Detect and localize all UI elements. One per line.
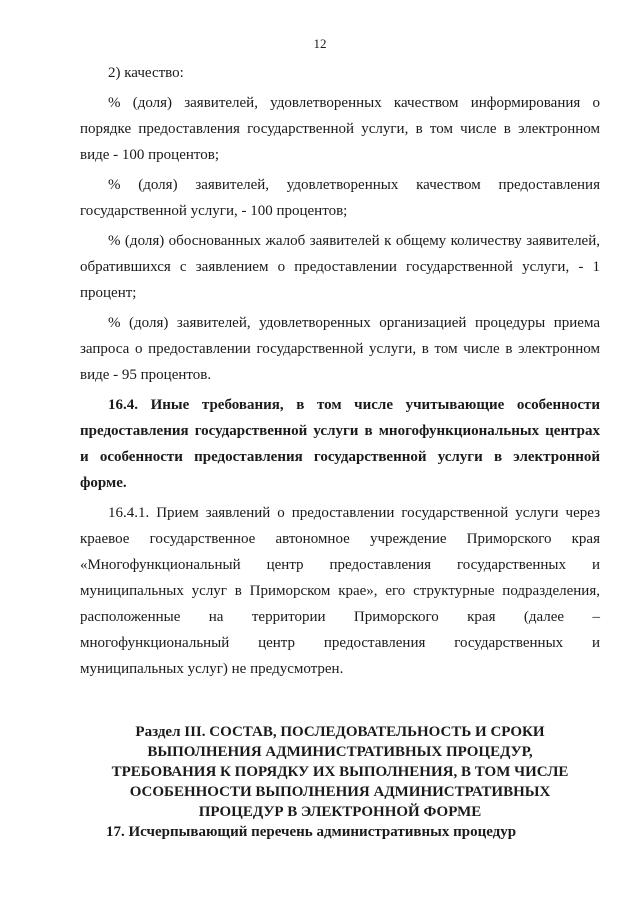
subheading: 17. Исчерпывающий перечень административных процедур xyxy=(106,824,517,840)
paragraph-other-requirements: 16.4. Иные требования, в том числе учитывающие особенности предоставления государственной услуги в многофункциональных центрах и особенности предоставления государственной услуги в электронной форме. xyxy=(80,397,600,491)
paragraph-request-reception: % (доля) заявителей, удовлетворенных организацией процедуры приема запроса о предоставлении государственной услуги, в том числе в электронном виде - 95 процентов. xyxy=(80,315,600,383)
document-body xyxy=(80,60,600,682)
paragraph-complaints: % (доля) обоснованных жалоб заявителей к общему количеству заявителей, обратившихся с заявлением о предоставлении государственной услуги, - 1 процент; xyxy=(80,233,600,301)
paragraph-informing-quality: % (доля) заявителей, удовлетворенных качеством информирования о порядке предоставления государственной услуги, в том числе в электронном виде - 100 процентов; xyxy=(80,95,600,163)
paragraph-quality-heading: 2) качество: xyxy=(108,65,184,81)
page-number: 12 xyxy=(313,36,327,51)
paragraph-mfc-reception: 16.4.1. Прием заявлений о предоставлении государственной услуги через краевое государственное автономное учреждение Приморского края «Многофункциональный центр предоставления государственных и муниципальных услуг в Приморском крае», его структурные подразделения, расположенные на территории Приморского края (далее – многофункциональный центр предоставления государственных и муниципальных услуг) не предусмотрен. xyxy=(80,505,600,677)
section-heading: Раздел III. СОСТАВ, ПОСЛЕДОВАТЕЛЬНОСТЬ И СРОКИ ВЫПОЛНЕНИЯ АДМИНИСТРАТИВНЫХ ПРОЦЕДУР, ТРЕБОВАНИЯ К ПОРЯДКУ ИХ ВЫПОЛНЕНИЯ, В ТОМ ЧИСЛЕ ОСОБЕННОСТИ ВЫПОЛНЕНИЯ АДМИНИСТРАТИВНЫХ ПРОЦЕДУР В ЭЛЕКТРОННОЙ ФОРМЕ xyxy=(111,724,569,820)
paragraph-service-quality: % (доля) заявителей, удовлетворенных качеством предоставления государственной услуги, - 100 процентов; xyxy=(80,177,600,219)
